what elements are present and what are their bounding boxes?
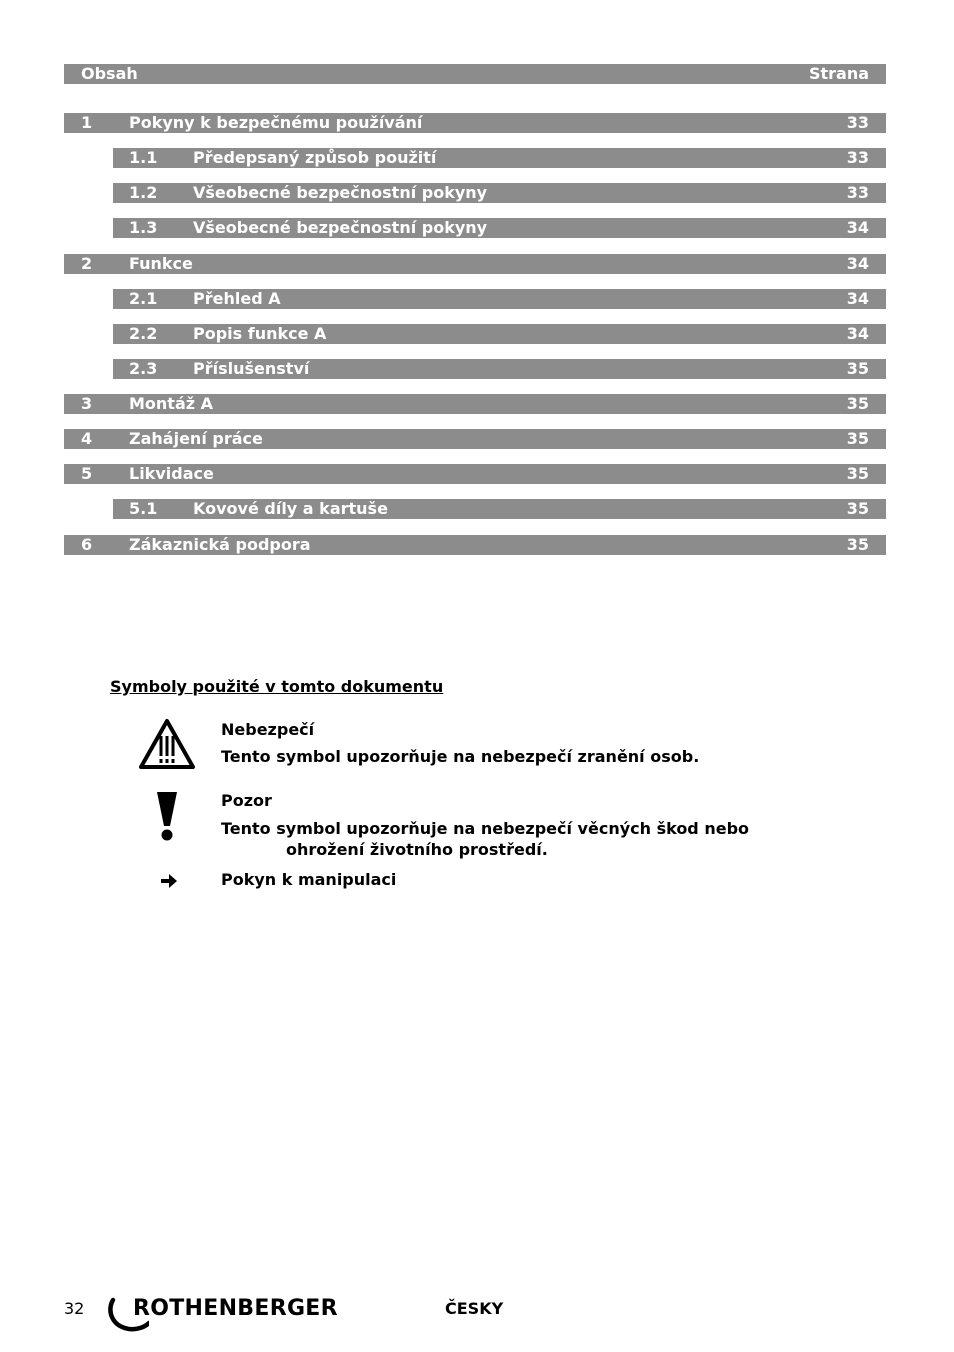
toc-row-number: 2.2 bbox=[129, 324, 158, 343]
danger-text: Tento symbol upozorňuje na nebezpečí zranění osob. bbox=[221, 747, 700, 766]
toc-row-number: 5.1 bbox=[129, 499, 158, 518]
toc-row-number: 1.1 bbox=[129, 148, 158, 167]
toc-row-title: Příslušenství bbox=[193, 359, 310, 378]
action-title: Pokyn k manipulaci bbox=[221, 870, 397, 889]
toc-header-page: Strana bbox=[808, 64, 869, 83]
toc-row-title: Všeobecné bezpečnostní pokyny bbox=[193, 218, 488, 237]
page-number: 32 bbox=[64, 1299, 85, 1318]
toc-header bbox=[64, 64, 886, 84]
toc-row-page: 35 bbox=[846, 535, 869, 554]
toc-row-page: 34 bbox=[846, 289, 869, 308]
warning-triangle-icon bbox=[138, 718, 196, 770]
toc-row[interactable] bbox=[113, 289, 886, 309]
toc-row-title: Pokyny k bezpečnému používání bbox=[129, 113, 423, 132]
toc-row-title: Předepsaný způsob použití bbox=[193, 148, 437, 167]
toc-row[interactable] bbox=[113, 359, 886, 379]
toc-row-page: 33 bbox=[846, 148, 869, 167]
toc-row[interactable] bbox=[113, 499, 886, 519]
toc-row-page: 34 bbox=[846, 218, 869, 237]
exclamation-icon bbox=[155, 790, 179, 842]
toc-row-page: 33 bbox=[846, 113, 869, 132]
toc-row-number: 2.3 bbox=[129, 359, 158, 378]
toc-row[interactable] bbox=[64, 535, 886, 555]
toc-row[interactable] bbox=[64, 394, 886, 414]
toc-row-page: 34 bbox=[846, 324, 869, 343]
toc-row[interactable] bbox=[113, 324, 886, 344]
toc-row-title: Funkce bbox=[129, 254, 193, 273]
toc-row-number: 4 bbox=[81, 429, 93, 448]
toc-row[interactable] bbox=[64, 254, 886, 274]
toc-row-page: 35 bbox=[846, 464, 869, 483]
caution-text-line1: Tento symbol upozorňuje na nebezpečí věcných škod nebo bbox=[221, 819, 750, 838]
caution-title: Pozor bbox=[221, 791, 272, 810]
danger-title: Nebezpečí bbox=[221, 720, 315, 739]
toc-row-title: Všeobecné bezpečnostní pokyny bbox=[193, 183, 488, 202]
toc-row-title: Zahájení práce bbox=[129, 429, 263, 448]
toc-row-page: 34 bbox=[846, 254, 869, 273]
toc-row[interactable] bbox=[113, 218, 886, 238]
toc-row-number: 1.2 bbox=[129, 183, 158, 202]
brand-name: ROTHENBERGER bbox=[133, 1296, 338, 1321]
toc-row-number: 6 bbox=[81, 535, 93, 554]
arrow-right-icon bbox=[160, 873, 178, 889]
toc-row-title: Montáž A bbox=[129, 394, 214, 413]
toc-row-title: Zákaznická podpora bbox=[129, 535, 311, 554]
toc-row-page: 35 bbox=[846, 429, 869, 448]
toc-row-title: Likvidace bbox=[129, 464, 214, 483]
toc-row[interactable] bbox=[64, 113, 886, 133]
language-label: ČESKY bbox=[445, 1299, 504, 1318]
toc-row-number: 3 bbox=[81, 394, 93, 413]
toc-header-contents: Obsah bbox=[81, 64, 138, 83]
toc-row-number: 1 bbox=[81, 113, 93, 132]
toc-row-title: Kovové díly a kartuše bbox=[193, 499, 388, 518]
brand-logo bbox=[105, 1294, 345, 1334]
toc-row[interactable] bbox=[113, 148, 886, 168]
toc-row-page: 33 bbox=[846, 183, 869, 202]
toc-row[interactable] bbox=[113, 183, 886, 203]
toc-row-number: 5 bbox=[81, 464, 93, 483]
toc-row-page: 35 bbox=[846, 359, 869, 378]
toc-row-title: Přehled A bbox=[193, 289, 281, 308]
toc-row-number: 2 bbox=[81, 254, 93, 273]
symbols-heading: Symboly použité v tomto dokumentu bbox=[110, 677, 444, 696]
caution-text-line2: ohrožení životního prostředí. bbox=[286, 840, 548, 859]
toc-row[interactable] bbox=[64, 464, 886, 484]
toc-row-page: 35 bbox=[846, 499, 869, 518]
toc-row-number: 1.3 bbox=[129, 218, 158, 237]
toc-row[interactable] bbox=[64, 429, 886, 449]
toc-row-title: Popis funkce A bbox=[193, 324, 327, 343]
toc-row-number: 2.1 bbox=[129, 289, 158, 308]
toc-row-page: 35 bbox=[846, 394, 869, 413]
